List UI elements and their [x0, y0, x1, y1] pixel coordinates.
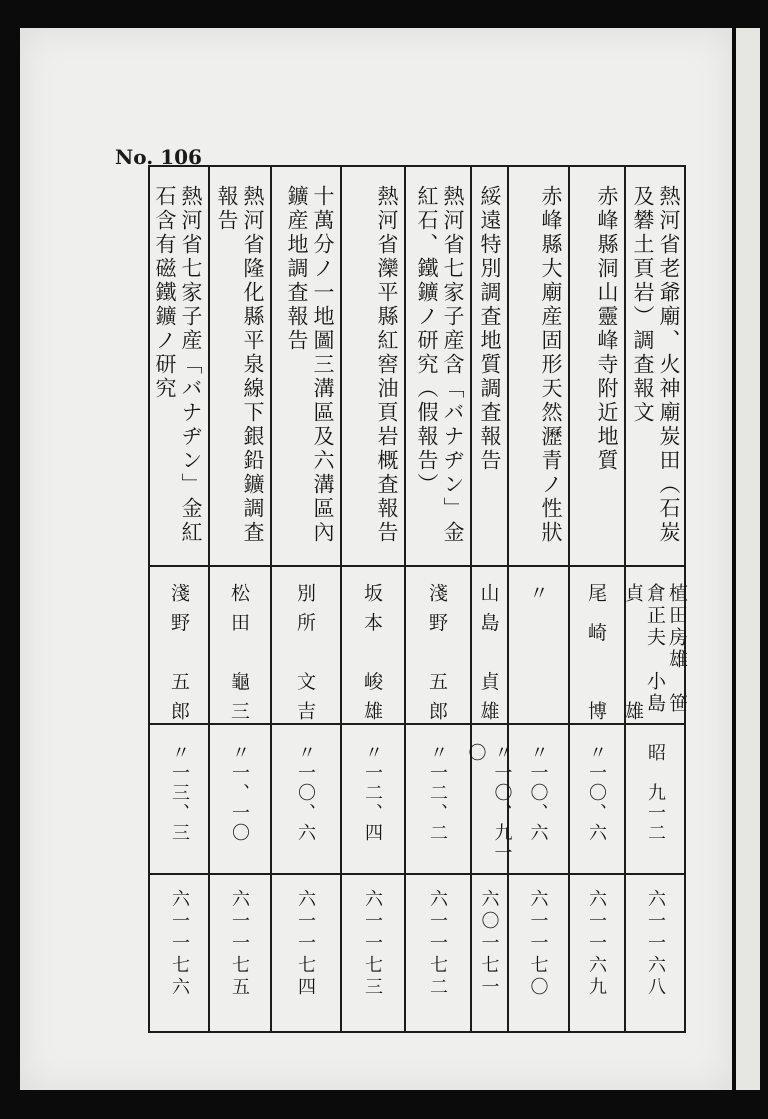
entry-date: 〃一、一〇	[229, 743, 250, 843]
entry-date: 〃一〇、六	[527, 743, 549, 843]
entry-date: 昭 九一二	[645, 743, 666, 843]
entry-column	[507, 167, 568, 1031]
entry-author: 別所 文吉	[294, 583, 316, 723]
entry-column	[465, 167, 513, 1031]
entry-page: 六一一六八	[645, 889, 666, 999]
entry-title: 綏遠特別調査地質調査報告	[478, 185, 502, 473]
entry-column	[340, 167, 404, 1031]
entry-title: 熱河省灤平縣紅窖油頁岩概査報告	[375, 185, 399, 545]
entry-title: 十萬分ノ一地圖三溝區及六溝區內鑛産地調査報告	[285, 185, 335, 545]
entry-author: 〃	[526, 583, 549, 605]
entry-page: 六一一七〇	[527, 889, 549, 999]
next-page-edge	[736, 28, 760, 1090]
entry-date: 〃一〇、九一〇	[465, 743, 513, 863]
entry-title: 熱河省老爺廟、火神廟炭田（石炭及礬土頁岩）調査報文	[631, 185, 681, 545]
entry-column	[150, 167, 208, 1031]
entry-page: 六一一七三	[362, 889, 383, 999]
entry-title: 熱河省七家子産含「バナヂン」金紅石、鐵鑛ノ研究（假報告）	[415, 185, 465, 545]
entry-page: 六一一七四	[295, 889, 316, 999]
entry-page: 六一一七五	[229, 889, 250, 999]
entry-author: 山島 貞雄	[477, 583, 500, 723]
entry-author: 松田 龜三	[228, 583, 250, 723]
entry-date: 〃一二、四	[362, 743, 383, 843]
entry-author: 淺野 五郎	[426, 583, 448, 723]
entry-title: 熱河省七家子産「バナヂン」金紅石含有磁鐵鑛ノ研究	[153, 185, 203, 545]
entry-date: 〃一三、三	[169, 743, 190, 843]
entry-author: 坂本 峻雄	[361, 583, 383, 723]
entry-column	[404, 167, 470, 1031]
entry-page: 六一一七二	[427, 889, 448, 999]
entry-author: 淺野 五郎	[168, 583, 190, 723]
entry-column	[568, 167, 624, 1031]
entry-date: 〃一二、二	[427, 743, 448, 843]
entry-date: 〃一〇、六	[295, 743, 316, 843]
entry-title: 赤峰縣大廟産固形天然瀝青ノ性狀	[539, 185, 563, 545]
entry-author: 尾崎 博	[585, 583, 607, 723]
entry-title: 赤峰縣洞山靈峰寺附近地質	[595, 185, 619, 473]
entry-column	[208, 167, 270, 1031]
entry-page: 六一一六九	[586, 889, 607, 999]
entry-title: 熱河省隆化縣平泉線下銀鉛鑛調査報告	[215, 185, 265, 545]
entry-date: 〃一〇、六	[586, 743, 607, 843]
entry-page: 六〇一七一	[478, 889, 500, 999]
entry-column	[270, 167, 340, 1031]
entry-page: 六一一七六	[169, 889, 190, 999]
publication-table	[148, 165, 686, 1033]
entry-column	[624, 167, 686, 1031]
entry-author: 植田房雄 笹倉正夫 小島貞雄	[622, 583, 688, 723]
page-number-label: No. 106	[115, 145, 202, 169]
